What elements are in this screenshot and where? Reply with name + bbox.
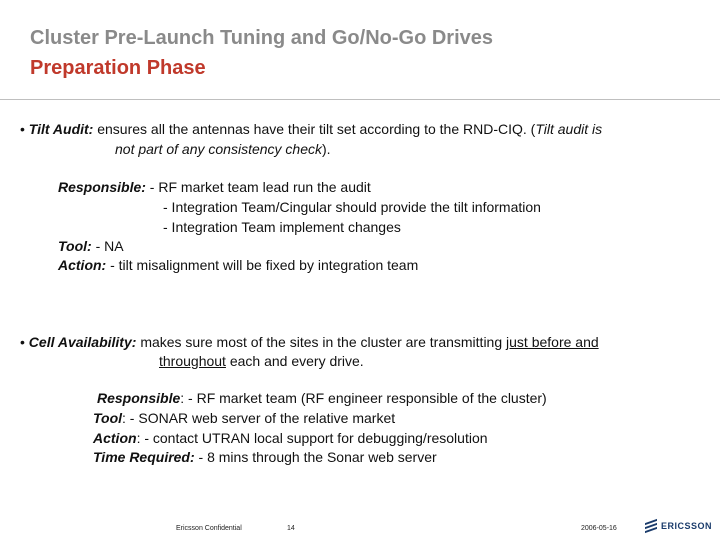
- cell-responsible-text: : - RF market team (RF engineer responsible of the cluster): [180, 390, 547, 406]
- tilt-action-line: [58, 257, 418, 274]
- page-title: Cluster Pre-Launch Tuning and Go/No-Go Drives: [30, 27, 493, 49]
- tilt-audit-text: ensures all the antennas have their tilt set according to the RND-CIQ. (: [97, 121, 536, 137]
- tilt-tool-text: - NA: [95, 238, 124, 254]
- tilt-action-text: - tilt misalignment will be fixed by integration team: [110, 257, 419, 273]
- cell-time-label: Time Required:: [93, 449, 195, 465]
- tilt-audit-italic-2: not part of any consistency check: [115, 141, 322, 157]
- cell-time-text: - 8 mins through the Sonar web server: [198, 449, 437, 465]
- footer-date: 2006-05-16: [581, 525, 617, 532]
- footer-page-number: 14: [287, 525, 295, 532]
- cell-action-line: [93, 430, 488, 447]
- tilt-audit-label: Tilt Audit:: [28, 121, 94, 137]
- tilt-action-label: Action:: [58, 257, 107, 273]
- cell-tool-label: Tool: [93, 410, 123, 426]
- cell-availability-underlined: just before and: [506, 334, 599, 350]
- tilt-audit-italic: Tilt audit is: [535, 121, 603, 137]
- bullet: •: [20, 334, 25, 350]
- cell-responsible-line: [97, 390, 547, 407]
- tilt-tool-line: [58, 238, 124, 255]
- cell-tool-text: : - SONAR web server of the relative market: [122, 410, 396, 426]
- tilt-audit-line-2: [115, 141, 331, 158]
- tilt-responsible-3: - Integration Team implement changes: [163, 219, 401, 235]
- cell-availability-end: each and every drive.: [229, 353, 364, 369]
- cell-availability-label: Cell Availability:: [28, 334, 137, 350]
- cell-action-label: Action: [93, 430, 137, 446]
- page-subtitle: Preparation Phase: [30, 57, 206, 79]
- tilt-responsible-1: - RF market team lead run the audit: [149, 179, 371, 195]
- footer-confidential: Ericsson Confidential: [176, 525, 242, 532]
- cell-action-text: : - contact UTRAN local support for debugging/resolution: [136, 430, 488, 446]
- tilt-audit-line-1: [20, 121, 602, 138]
- tilt-tool-label: Tool:: [58, 238, 92, 254]
- cell-availability-line-2: [159, 353, 364, 370]
- ericsson-logo-text: ERICSSON: [660, 521, 712, 531]
- tilt-responsible-line: [58, 179, 371, 196]
- tilt-audit-end: ).: [322, 141, 331, 157]
- cell-availability-underlined-2: throughout: [159, 353, 226, 369]
- tilt-responsible-label: Responsible:: [58, 179, 146, 195]
- bullet: •: [20, 121, 25, 137]
- cell-tool-line: [93, 410, 395, 427]
- ericsson-logo: [645, 521, 712, 531]
- cell-responsible-label: Responsible: [97, 390, 181, 406]
- tilt-responsible-2: - Integration Team/Cingular should provide the tilt information: [163, 199, 541, 215]
- header-divider: [0, 99, 720, 100]
- cell-availability-text: makes sure most of the sites in the cluster are transmitting: [140, 334, 503, 350]
- cell-availability-line-1: [20, 334, 599, 351]
- ericsson-logo-icon: [645, 521, 657, 531]
- cell-time-line: [93, 449, 437, 466]
